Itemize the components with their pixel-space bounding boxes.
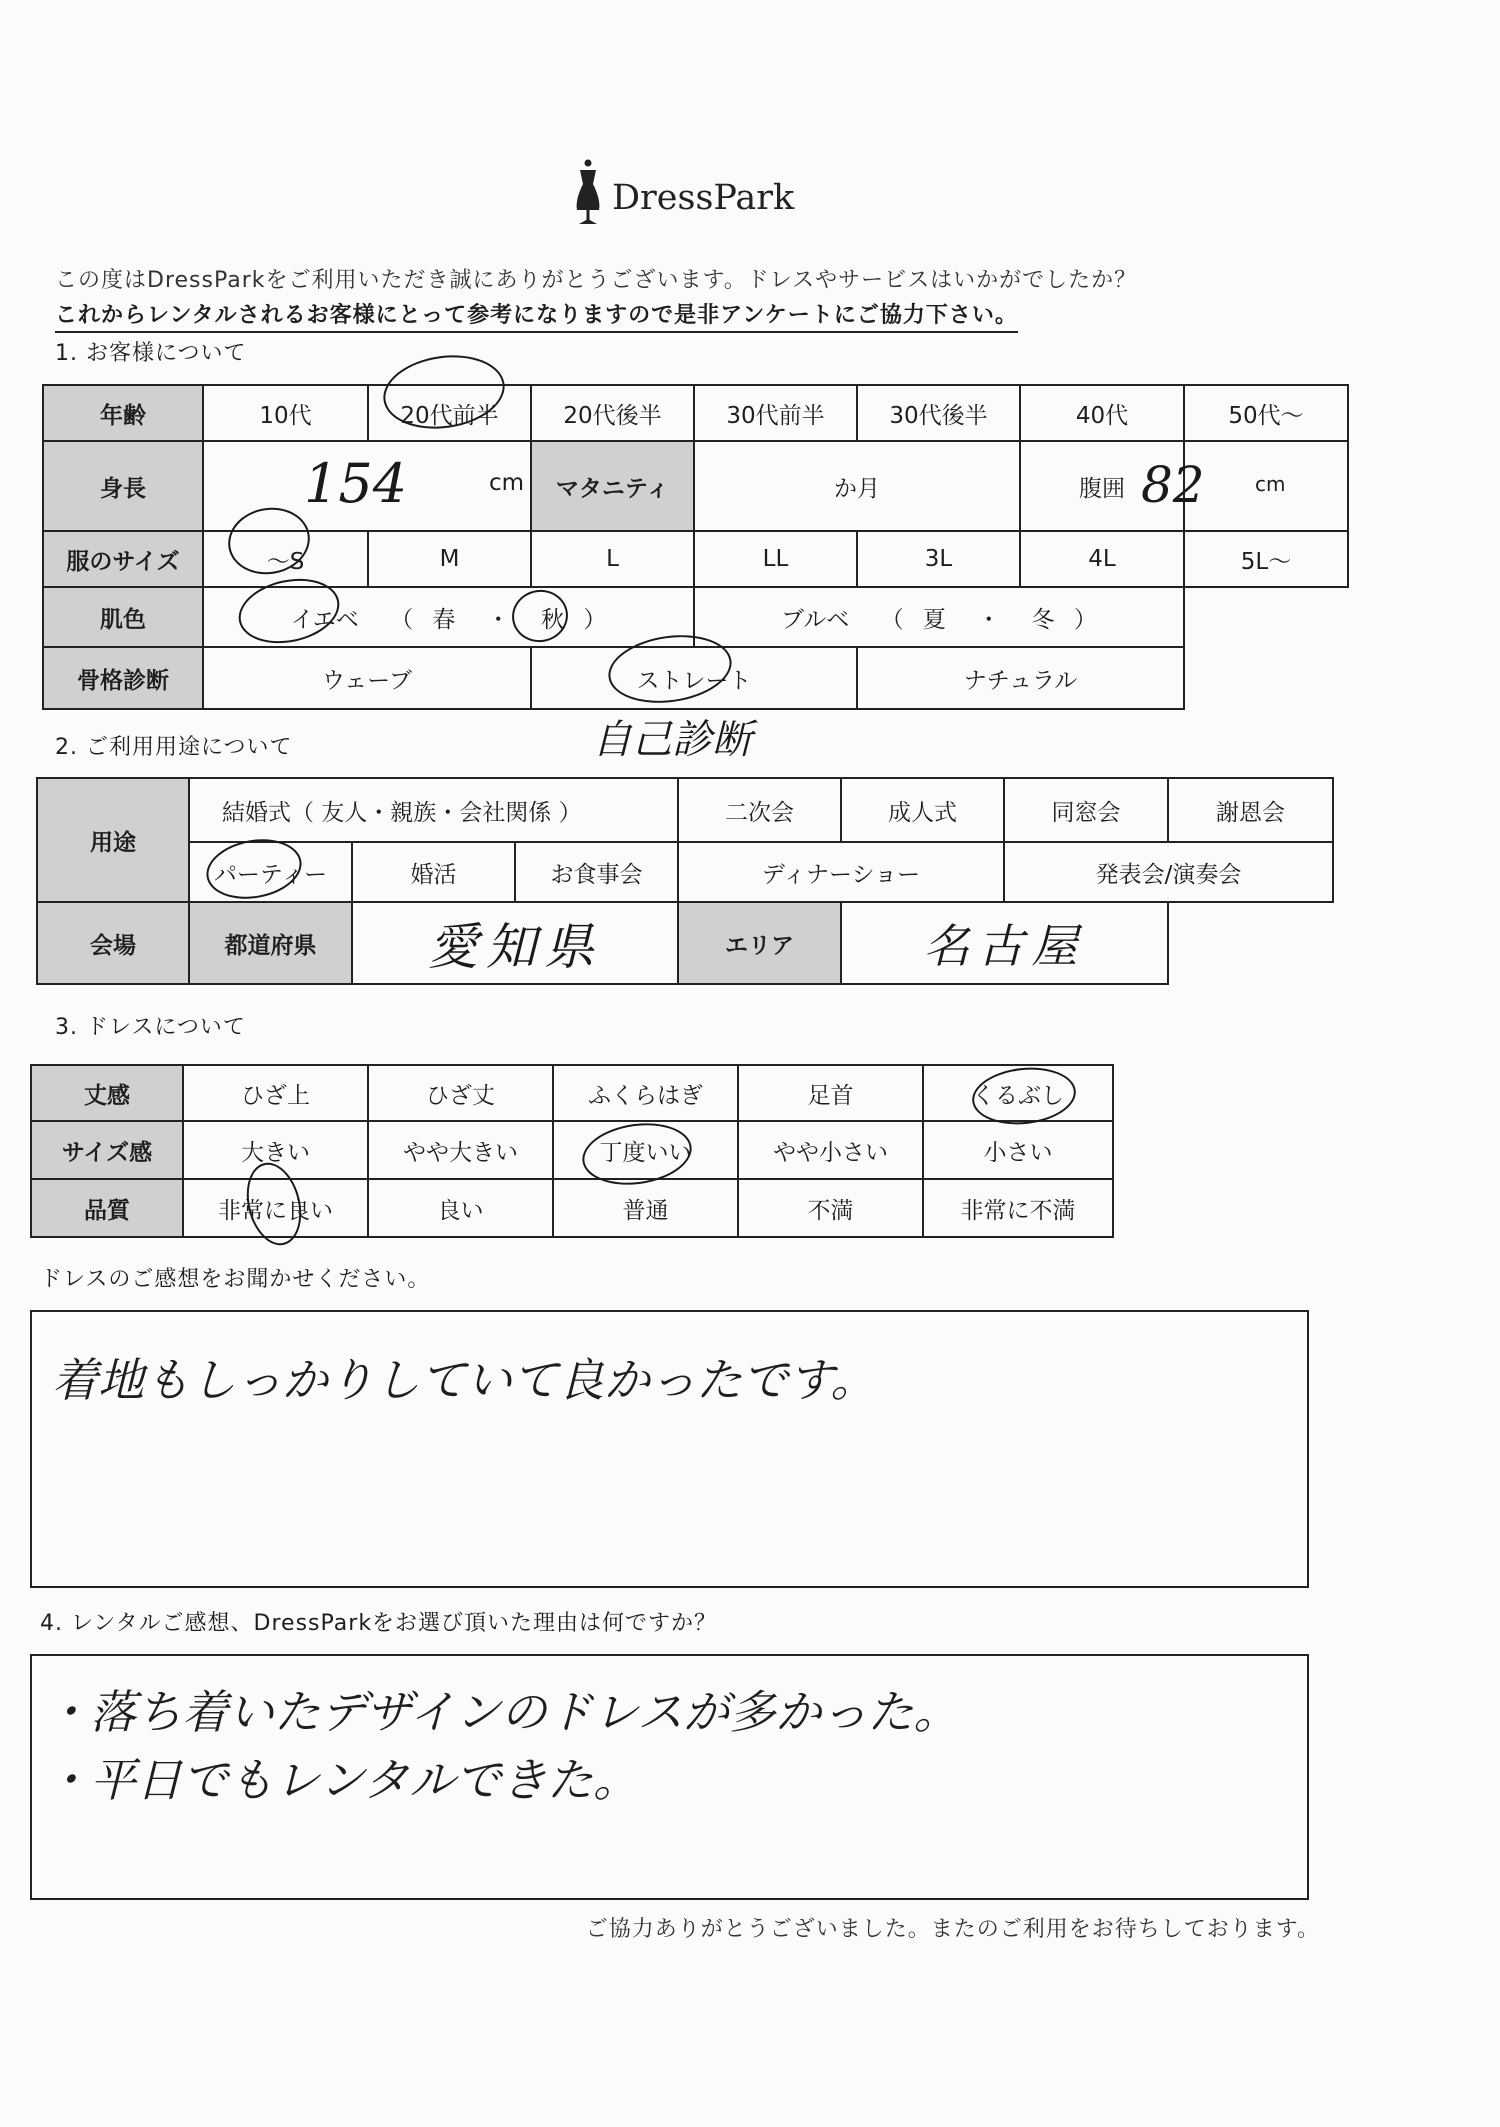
skin-label: 肌色: [43, 587, 203, 647]
dress-comment-box[interactable]: [30, 1310, 1309, 1588]
waist-value: 82: [1141, 456, 1205, 514]
dress-comment: 着地もしっかりしていて良かったです。: [52, 1353, 877, 1407]
waist-unit: cm: [1255, 472, 1286, 496]
logo-text: DressPark: [612, 178, 795, 218]
age-option[interactable]: 50代～: [1184, 385, 1348, 441]
skin-yellow-cell[interactable]: [203, 587, 694, 647]
waist-label: 腹囲: [1020, 441, 1184, 531]
empty-cell: [1184, 587, 1348, 647]
comment-prompt: ドレスのご感想をお聞かせください。: [40, 1267, 431, 1292]
purpose-label: 用途: [37, 778, 189, 902]
age-option[interactable]: 20代前半: [368, 385, 531, 441]
dress-table: [30, 1064, 1114, 1238]
age-option[interactable]: 30代前半: [694, 385, 857, 441]
venue-label: 会場: [37, 902, 189, 984]
paren: ）: [583, 606, 607, 633]
footer-thanks: ご協力ありがとうございました。またのご利用をお待ちしております。: [585, 1917, 1320, 1942]
empty-cell: [1184, 647, 1348, 709]
size-option[interactable]: M: [368, 531, 531, 587]
purpose-option[interactable]: 婚活: [352, 842, 515, 902]
customer-table: [42, 384, 1349, 710]
area-label: エリア: [678, 902, 841, 984]
age-option[interactable]: 30代後半: [857, 385, 1020, 441]
fit-option[interactable]: やや小さい: [738, 1121, 923, 1179]
paren: ）: [1073, 606, 1097, 633]
area-value: 名古屋: [923, 919, 1086, 973]
intro-thanks: この度はDressParkをご利用いただき誠にありがとうございます。ドレスやサービスはいかがでしたか？: [55, 268, 1138, 293]
frame-note: 自己診断: [592, 717, 752, 763]
maternity-label: マタニティ: [531, 441, 694, 531]
quality-option[interactable]: 不満: [738, 1179, 923, 1237]
skin-winter[interactable]: 冬: [1031, 606, 1055, 633]
size-option[interactable]: 5L～: [1184, 531, 1348, 587]
fit-option[interactable]: 大きい: [183, 1121, 368, 1179]
usage-row-1: [37, 778, 1333, 842]
quality-option[interactable]: 普通: [553, 1179, 738, 1237]
purpose-option[interactable]: ディナーショー: [678, 842, 1004, 902]
height-value: 154: [304, 452, 408, 515]
frame-option[interactable]: ストレート: [531, 647, 857, 709]
prefecture-label: 都道府県: [189, 902, 352, 984]
height-cell[interactable]: [203, 441, 531, 531]
height-unit: cm: [488, 470, 524, 496]
height-label: 身長: [43, 441, 203, 531]
fit-label: サイズ感: [31, 1121, 183, 1179]
purpose-option[interactable]: 同窓会: [1004, 778, 1168, 842]
purpose-option[interactable]: パーティー: [189, 842, 352, 902]
section3-title: 3. ドレスについて: [55, 1015, 246, 1040]
empty-cell: [1168, 902, 1333, 984]
size-label: 服のサイズ: [43, 531, 203, 587]
skin-blue-cell[interactable]: [694, 587, 1184, 647]
venue-row: [37, 902, 1333, 984]
usage-table: [36, 777, 1334, 985]
length-option[interactable]: ふくらはぎ: [553, 1065, 738, 1121]
dresspark-logo: [570, 158, 810, 228]
frame-row: [43, 647, 1348, 709]
size-option[interactable]: 3L: [857, 531, 1020, 587]
length-option[interactable]: ひざ上: [183, 1065, 368, 1121]
fit-option[interactable]: 丁度いい: [553, 1121, 738, 1179]
prefecture-value: 愛知県: [428, 918, 602, 976]
skin-blue[interactable]: ブルベ: [781, 606, 850, 633]
fit-row: [31, 1121, 1113, 1179]
purpose-wedding[interactable]: 結婚式（ 友人・親族・会社関係 ）: [189, 778, 678, 842]
height-row: [43, 441, 1348, 531]
quality-option[interactable]: 非常に不満: [923, 1179, 1113, 1237]
section2-title: 2. ご利用用途について: [55, 735, 293, 760]
age-option[interactable]: 20代後半: [531, 385, 694, 441]
frame-option[interactable]: ナチュラル: [857, 647, 1184, 709]
skin-summer[interactable]: 夏: [922, 606, 946, 633]
paren: （: [390, 606, 414, 633]
size-option[interactable]: L: [531, 531, 694, 587]
size-option[interactable]: ～S: [203, 531, 368, 587]
length-option[interactable]: 足首: [738, 1065, 923, 1121]
dot: ・: [977, 606, 1001, 633]
length-option[interactable]: くるぶし: [923, 1065, 1113, 1121]
age-row: [43, 385, 1348, 441]
purpose-option[interactable]: 成人式: [841, 778, 1004, 842]
age-option[interactable]: 10代: [203, 385, 368, 441]
quality-option[interactable]: 良い: [368, 1179, 553, 1237]
age-label: 年齢: [43, 385, 203, 441]
length-row: [31, 1065, 1113, 1121]
rental-comment-line: ・平日でもレンタルできた。: [44, 1753, 640, 1807]
maternity-months[interactable]: か月: [694, 441, 1020, 531]
dot: ・: [486, 606, 510, 633]
purpose-option[interactable]: 謝恩会: [1168, 778, 1333, 842]
area-field[interactable]: [841, 902, 1168, 984]
size-option[interactable]: LL: [694, 531, 857, 587]
length-option[interactable]: ひざ丈: [368, 1065, 553, 1121]
quality-option[interactable]: 非常に良い: [183, 1179, 368, 1237]
skin-autumn[interactable]: 秋: [541, 606, 565, 633]
frame-option[interactable]: ウェーブ: [203, 647, 531, 709]
rental-comment-box[interactable]: [30, 1654, 1309, 1900]
paren: （: [880, 606, 904, 633]
usage-row-2: [37, 842, 1333, 902]
section4-title: 4. レンタルご感想、DressParkをお選び頂いた理由は何ですか？: [40, 1611, 718, 1636]
quality-row: [31, 1179, 1113, 1237]
quality-label: 品質: [31, 1179, 183, 1237]
waist-cell[interactable]: [1141, 441, 1348, 531]
purpose-option[interactable]: 発表会/演奏会: [1004, 842, 1333, 902]
skin-spring[interactable]: 春: [432, 606, 456, 633]
fit-option[interactable]: やや大きい: [368, 1121, 553, 1179]
intro-request: これからレンタルされるお客様にとって参考になりますので是非アンケートにご協力下さい。: [55, 298, 1018, 333]
age-option[interactable]: 40代: [1020, 385, 1184, 441]
purpose-option[interactable]: 二次会: [678, 778, 841, 842]
fit-option[interactable]: 小さい: [923, 1121, 1113, 1179]
skin-yellow[interactable]: イエベ: [290, 606, 359, 633]
size-row: [43, 531, 1348, 587]
size-option[interactable]: 4L: [1020, 531, 1184, 587]
skin-row: [43, 587, 1348, 647]
prefecture-field[interactable]: [352, 902, 678, 984]
purpose-option[interactable]: お食事会: [515, 842, 678, 902]
frame-label: 骨格診断: [43, 647, 203, 709]
length-label: 丈感: [31, 1065, 183, 1121]
dress-form-icon: [570, 158, 606, 228]
section1-title: 1. お客様について: [55, 341, 247, 366]
rental-comment-line: ・落ち着いたデザインのドレスが多かった。: [44, 1685, 960, 1739]
